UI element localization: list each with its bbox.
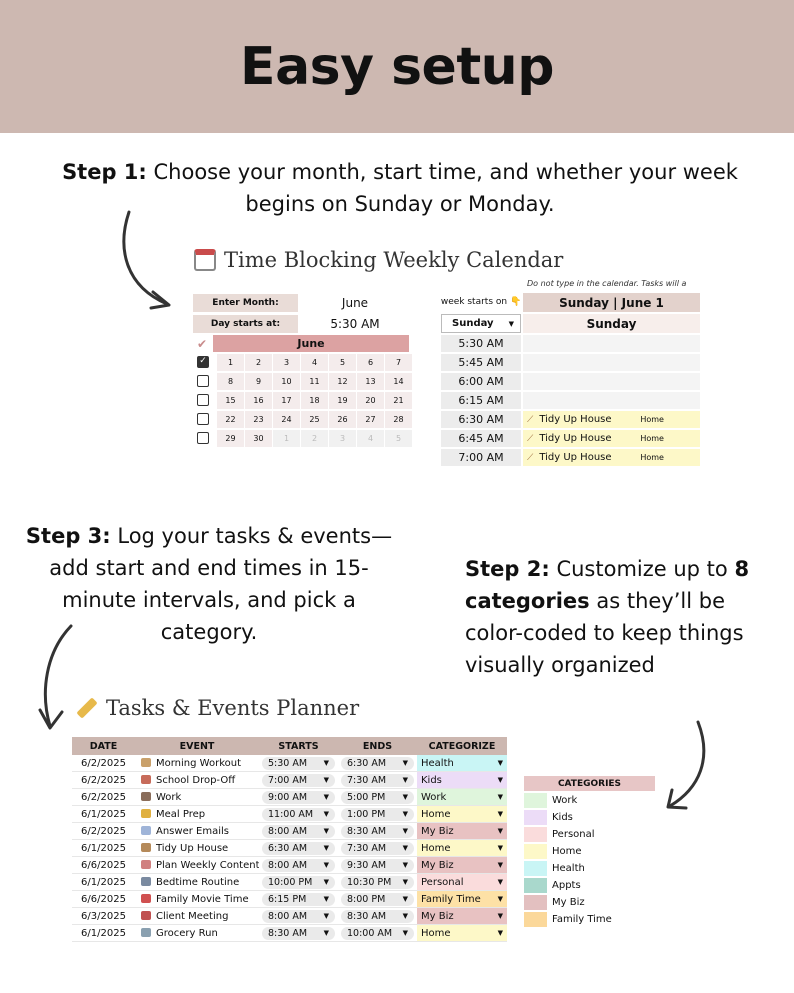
dropdown-arrow-icon: ▼ bbox=[497, 810, 503, 818]
step-2-text bbox=[465, 553, 765, 681]
day-cell: 11 bbox=[301, 373, 329, 390]
enter-month-label: Enter Month: bbox=[193, 294, 298, 312]
mini-calendar-week bbox=[193, 392, 413, 409]
event-name: Meal Prep bbox=[156, 808, 206, 820]
dropdown-arrow-icon: ▼ bbox=[508, 319, 514, 328]
step-3-body: Log your tasks & events—add start and end times in 15-minute intervals, and pick a category. bbox=[49, 524, 393, 644]
category-name[interactable]: Family Time bbox=[552, 914, 612, 925]
event-category: Home bbox=[640, 434, 664, 443]
week-starts-label: week starts on 👇 bbox=[440, 297, 522, 307]
dropdown-arrow-icon: ▼ bbox=[402, 895, 408, 903]
start-time: 7:00 AM bbox=[268, 774, 308, 786]
day-cell: 4 bbox=[301, 354, 329, 371]
date-cell[interactable]: 6/1/2025 bbox=[81, 876, 126, 888]
calendar-title bbox=[194, 248, 563, 272]
dropdown-arrow-icon: ▼ bbox=[497, 793, 503, 801]
day-cell: 14 bbox=[385, 373, 413, 390]
date-cell[interactable]: 6/1/2025 bbox=[81, 927, 126, 939]
end-time-select[interactable] bbox=[341, 893, 414, 906]
table-row bbox=[72, 789, 507, 806]
event-icon bbox=[141, 928, 151, 937]
table-row bbox=[72, 874, 507, 891]
table-row bbox=[72, 806, 507, 823]
start-time: 10:00 PM bbox=[268, 876, 313, 888]
category-name[interactable]: Home bbox=[552, 846, 582, 857]
mini-calendar-week bbox=[193, 373, 413, 390]
category-swatch[interactable] bbox=[524, 895, 547, 910]
day-cell: 1 bbox=[273, 430, 301, 447]
category-value: Home bbox=[421, 842, 451, 854]
start-time: 8:00 AM bbox=[268, 825, 308, 837]
category-item bbox=[524, 809, 655, 826]
day-cell: 19 bbox=[329, 392, 357, 409]
calendar-note: Do not type in the calendar. Tasks will a bbox=[527, 279, 687, 288]
event-cell[interactable] bbox=[135, 860, 259, 871]
day-cell: 13 bbox=[357, 373, 385, 390]
dropdown-arrow-icon: ▼ bbox=[402, 827, 408, 835]
category-value: My Biz bbox=[421, 910, 454, 922]
dropdown-arrow-icon: ▼ bbox=[497, 844, 503, 852]
category-item bbox=[524, 911, 655, 928]
time-slot: 7:00 AM bbox=[441, 449, 521, 467]
end-time-select[interactable] bbox=[341, 876, 414, 889]
event-cell-empty bbox=[523, 373, 700, 391]
header-ends: ENDS bbox=[362, 740, 393, 752]
start-time-select[interactable] bbox=[262, 876, 335, 889]
pencil-icon bbox=[76, 697, 97, 718]
event-cell-empty bbox=[523, 392, 700, 410]
dropdown-arrow-icon: ▼ bbox=[497, 895, 503, 903]
broom-icon: ⟋ bbox=[527, 452, 534, 463]
dropdown-arrow-icon: ▼ bbox=[323, 810, 329, 818]
day-cell: 2 bbox=[245, 354, 273, 371]
event-icon bbox=[141, 792, 151, 801]
dropdown-arrow-icon: ▼ bbox=[402, 759, 408, 767]
category-value: Kids bbox=[421, 774, 442, 786]
date-cell[interactable]: 6/2/2025 bbox=[81, 757, 126, 769]
category-value: Health bbox=[421, 757, 454, 769]
day-cell: 15 bbox=[217, 392, 245, 409]
event-cell-empty bbox=[523, 335, 700, 353]
table-row bbox=[72, 857, 507, 874]
day-cell: 7 bbox=[385, 354, 413, 371]
day-cell: 24 bbox=[273, 411, 301, 428]
dropdown-arrow-icon: ▼ bbox=[402, 861, 408, 869]
dropdown-arrow-icon: ▼ bbox=[323, 929, 329, 937]
week-checkbox[interactable] bbox=[197, 432, 209, 444]
event-name: Client Meeting bbox=[156, 910, 229, 922]
dropdown-arrow-icon: ▼ bbox=[402, 844, 408, 852]
dropdown-arrow-icon: ▼ bbox=[497, 861, 503, 869]
header-date: DATE bbox=[89, 740, 118, 752]
day-starts-label: Day starts at: bbox=[193, 315, 298, 333]
day-cell: 16 bbox=[245, 392, 273, 409]
event-icon bbox=[141, 843, 151, 852]
category-value: My Biz bbox=[421, 859, 454, 871]
page-title: Easy setup bbox=[240, 36, 554, 97]
category-name[interactable]: Work bbox=[552, 795, 578, 806]
end-time: 1:00 PM bbox=[347, 808, 386, 820]
broom-icon: ⟋ bbox=[527, 414, 534, 425]
dropdown-arrow-icon: ▼ bbox=[497, 776, 503, 784]
day-cell: 5 bbox=[385, 430, 413, 447]
day-name: Sunday bbox=[523, 314, 700, 333]
week-checkbox[interactable] bbox=[197, 375, 209, 387]
event-cell[interactable] bbox=[135, 911, 259, 922]
time-slot: 5:45 AM bbox=[441, 354, 521, 372]
planner-title bbox=[76, 696, 359, 720]
event-name: Answer Emails bbox=[156, 825, 229, 837]
start-time-select[interactable] bbox=[262, 910, 335, 923]
end-time-select[interactable] bbox=[341, 842, 414, 855]
event-cell[interactable] bbox=[135, 894, 259, 905]
table-row bbox=[72, 823, 507, 840]
category-value: Personal bbox=[421, 876, 464, 888]
time-slot: 6:45 AM bbox=[441, 430, 521, 448]
category-swatch[interactable] bbox=[524, 844, 547, 859]
category-name[interactable]: Kids bbox=[552, 812, 573, 823]
event-cell bbox=[523, 449, 700, 467]
start-time: 8:30 AM bbox=[268, 927, 308, 939]
event-cell[interactable] bbox=[135, 826, 259, 837]
step-2-label: Step 2: bbox=[465, 557, 550, 581]
step-1-label: Step 1: bbox=[62, 160, 147, 184]
category-value: Home bbox=[421, 808, 451, 820]
event-icon bbox=[141, 809, 151, 818]
day-cell: 10 bbox=[273, 373, 301, 390]
event-task: Tidy Up House bbox=[539, 433, 612, 444]
start-time: 11:00 AM bbox=[268, 808, 314, 820]
time-slot: 6:15 AM bbox=[441, 392, 521, 410]
category-value: Family Time bbox=[421, 893, 481, 905]
category-item bbox=[524, 860, 655, 877]
category-select[interactable] bbox=[417, 908, 507, 924]
event-icon bbox=[141, 860, 151, 869]
end-time-select[interactable] bbox=[341, 859, 414, 872]
step-2-bold: 8 categories bbox=[465, 557, 750, 613]
planner-table bbox=[72, 737, 507, 942]
category-select[interactable] bbox=[417, 823, 507, 839]
end-time: 10:00 AM bbox=[347, 927, 393, 939]
category-value: My Biz bbox=[421, 825, 454, 837]
start-time: 8:00 AM bbox=[268, 859, 308, 871]
event-task: Tidy Up House bbox=[539, 452, 612, 463]
date-cell[interactable]: 6/3/2025 bbox=[81, 910, 126, 922]
start-time-select[interactable] bbox=[262, 791, 335, 804]
week-checkbox[interactable] bbox=[197, 394, 209, 406]
week-start-select[interactable] bbox=[441, 314, 521, 333]
category-swatch[interactable] bbox=[524, 793, 547, 808]
day-cell: 18 bbox=[301, 392, 329, 409]
category-name[interactable]: My Biz bbox=[552, 897, 585, 908]
week-checkbox[interactable] bbox=[197, 413, 209, 425]
event-cell[interactable] bbox=[135, 809, 259, 820]
day-cell: 8 bbox=[217, 373, 245, 390]
start-time: 8:00 AM bbox=[268, 910, 308, 922]
dropdown-arrow-icon: ▼ bbox=[323, 759, 329, 767]
event-cell[interactable] bbox=[135, 877, 259, 888]
start-time-select[interactable] bbox=[262, 825, 335, 838]
start-time-select[interactable] bbox=[262, 842, 335, 855]
arrow-step2-icon bbox=[660, 718, 715, 813]
dropdown-arrow-icon: ▼ bbox=[323, 827, 329, 835]
dropdown-arrow-icon: ▼ bbox=[497, 827, 503, 835]
end-time-select[interactable] bbox=[341, 910, 414, 923]
checkmark-icon: ✔ bbox=[197, 337, 208, 351]
event-icon bbox=[141, 877, 151, 886]
dropdown-arrow-icon: ▼ bbox=[402, 776, 408, 784]
dropdown-arrow-icon: ▼ bbox=[497, 759, 503, 767]
dropdown-arrow-icon: ▼ bbox=[323, 861, 329, 869]
event-name: Family Movie Time bbox=[156, 893, 249, 905]
end-time-select[interactable] bbox=[341, 825, 414, 838]
dropdown-arrow-icon: ▼ bbox=[497, 929, 503, 937]
mini-calendar-month: June bbox=[213, 335, 409, 352]
date-cell[interactable]: 6/2/2025 bbox=[81, 825, 126, 837]
dropdown-arrow-icon: ▼ bbox=[497, 912, 503, 920]
category-item bbox=[524, 843, 655, 860]
event-cell[interactable] bbox=[135, 792, 259, 803]
day-cell: 3 bbox=[273, 354, 301, 371]
end-time: 10:30 PM bbox=[347, 876, 392, 888]
event-cell bbox=[523, 430, 700, 448]
start-time-select[interactable] bbox=[262, 808, 335, 821]
start-time-select[interactable] bbox=[262, 859, 335, 872]
dropdown-arrow-icon: ▼ bbox=[497, 878, 503, 886]
day-cell: 27 bbox=[357, 411, 385, 428]
table-row bbox=[72, 908, 507, 925]
end-time: 8:30 AM bbox=[347, 910, 387, 922]
category-item bbox=[524, 877, 655, 894]
category-select[interactable] bbox=[417, 891, 507, 907]
event-cell[interactable] bbox=[135, 843, 259, 854]
event-name: School Drop-Off bbox=[156, 774, 236, 786]
end-time: 9:30 AM bbox=[347, 859, 387, 871]
event-cell[interactable] bbox=[135, 758, 259, 769]
end-time: 7:30 AM bbox=[347, 842, 387, 854]
day-cell: 17 bbox=[273, 392, 301, 409]
day-cell: 2 bbox=[301, 430, 329, 447]
category-name[interactable]: Appts bbox=[552, 880, 581, 891]
end-time-select[interactable] bbox=[341, 927, 414, 940]
event-cell[interactable] bbox=[135, 775, 259, 786]
date-cell[interactable]: 6/2/2025 bbox=[81, 791, 126, 803]
dropdown-arrow-icon: ▼ bbox=[323, 793, 329, 801]
table-row bbox=[72, 772, 507, 789]
category-select[interactable] bbox=[417, 755, 507, 771]
table-header bbox=[72, 737, 507, 755]
day-cell: 12 bbox=[329, 373, 357, 390]
category-swatch[interactable] bbox=[524, 912, 547, 927]
event-name: Plan Weekly Content bbox=[156, 859, 259, 871]
arrow-step1-icon bbox=[115, 208, 180, 313]
day-cell: 3 bbox=[329, 430, 357, 447]
arrow-step3-icon bbox=[36, 622, 81, 732]
event-name: Morning Workout bbox=[156, 757, 242, 769]
day-cell: 4 bbox=[357, 430, 385, 447]
day-cell: 6 bbox=[357, 354, 385, 371]
end-time: 7:30 AM bbox=[347, 774, 387, 786]
category-item bbox=[524, 826, 655, 843]
planner-title-text: Tasks & Events Planner bbox=[106, 696, 360, 720]
start-time-select[interactable] bbox=[262, 774, 335, 787]
mini-calendar-week bbox=[193, 430, 413, 447]
day-cell: 23 bbox=[245, 411, 273, 428]
start-time-select[interactable] bbox=[262, 757, 335, 770]
event-name: Tidy Up House bbox=[156, 842, 229, 854]
category-select[interactable] bbox=[417, 806, 507, 822]
event-name: Grocery Run bbox=[156, 927, 218, 939]
category-name[interactable]: Health bbox=[552, 863, 585, 874]
day-cell: 5 bbox=[329, 354, 357, 371]
event-category: Home bbox=[640, 415, 664, 424]
category-swatch[interactable] bbox=[524, 827, 547, 842]
event-category: Home bbox=[640, 453, 664, 462]
step-1-body: Choose your month, start time, and whether your week begins on Sunday or Monday. bbox=[153, 160, 738, 216]
start-time: 5:30 AM bbox=[268, 757, 308, 769]
step-2-pre: Customize up to bbox=[556, 557, 728, 581]
end-time: 5:00 PM bbox=[347, 791, 386, 803]
event-name: Bedtime Routine bbox=[156, 876, 240, 888]
broom-icon: ⟋ bbox=[527, 433, 534, 444]
event-icon bbox=[141, 775, 151, 784]
category-item bbox=[524, 894, 655, 911]
calendar-icon bbox=[194, 249, 216, 271]
end-time-select[interactable] bbox=[341, 774, 414, 787]
time-slot: 5:30 AM bbox=[441, 335, 521, 353]
categories-legend bbox=[524, 776, 655, 928]
header-event: EVENT bbox=[179, 740, 215, 752]
categories-title: CATEGORIES bbox=[524, 776, 655, 791]
dropdown-arrow-icon: ▼ bbox=[402, 929, 408, 937]
mini-calendar-week bbox=[193, 354, 413, 371]
time-slot: 6:00 AM bbox=[441, 373, 521, 391]
category-select[interactable] bbox=[417, 857, 507, 873]
event-name: Work bbox=[156, 791, 182, 803]
dropdown-arrow-icon: ▼ bbox=[323, 776, 329, 784]
end-time: 6:30 AM bbox=[347, 757, 387, 769]
day-cell: 26 bbox=[329, 411, 357, 428]
category-name[interactable]: Personal bbox=[552, 829, 595, 840]
day-cell: 28 bbox=[385, 411, 413, 428]
event-cell[interactable] bbox=[135, 928, 259, 939]
category-item bbox=[524, 792, 655, 809]
event-cell-empty bbox=[523, 354, 700, 372]
table-row bbox=[72, 891, 507, 908]
header-categorize: CATEGORIZE bbox=[428, 740, 496, 752]
dropdown-arrow-icon: ▼ bbox=[323, 844, 329, 852]
date-cell[interactable]: 6/2/2025 bbox=[81, 774, 126, 786]
calendar-title-text: Time Blocking Weekly Calendar bbox=[224, 248, 564, 272]
step-3-label: Step 3: bbox=[25, 524, 111, 548]
start-time-select[interactable] bbox=[262, 893, 335, 906]
event-icon bbox=[141, 911, 151, 920]
week-start-value: Sunday bbox=[452, 318, 494, 329]
event-icon bbox=[141, 758, 151, 767]
mini-calendar-week bbox=[193, 411, 413, 428]
day-cell: 30 bbox=[245, 430, 273, 447]
category-value: Home bbox=[421, 927, 451, 939]
end-time-select[interactable] bbox=[341, 808, 414, 821]
day-cell: 29 bbox=[217, 430, 245, 447]
day-header: Sunday | June 1 bbox=[523, 293, 700, 312]
header-banner bbox=[0, 0, 794, 133]
day-cell: 20 bbox=[357, 392, 385, 409]
start-time: 9:00 AM bbox=[268, 791, 308, 803]
dropdown-arrow-icon: ▼ bbox=[323, 895, 329, 903]
day-cell: 9 bbox=[245, 373, 273, 390]
day-cell: 22 bbox=[217, 411, 245, 428]
end-time-select[interactable] bbox=[341, 791, 414, 804]
event-cell bbox=[523, 411, 700, 429]
date-cell[interactable]: 6/1/2025 bbox=[81, 808, 126, 820]
category-select[interactable] bbox=[417, 925, 507, 941]
dropdown-arrow-icon: ▼ bbox=[402, 793, 408, 801]
header-starts: STARTS bbox=[278, 740, 319, 752]
month-input[interactable]: June bbox=[341, 296, 369, 310]
dropdown-arrow-icon: ▼ bbox=[402, 810, 408, 818]
event-icon bbox=[141, 894, 151, 903]
end-time: 8:30 AM bbox=[347, 825, 387, 837]
start-time-select[interactable] bbox=[262, 927, 335, 940]
dropdown-arrow-icon: ▼ bbox=[323, 878, 329, 886]
day-cell: 1 bbox=[217, 354, 245, 371]
step-2-post: as they’ll be color-coded to keep things visually organized bbox=[465, 589, 744, 677]
day-cell: 21 bbox=[385, 392, 413, 409]
category-select[interactable] bbox=[417, 772, 507, 788]
dropdown-arrow-icon: ▼ bbox=[323, 912, 329, 920]
day-cell: 25 bbox=[301, 411, 329, 428]
table-row bbox=[72, 755, 507, 772]
category-value: Work bbox=[421, 791, 447, 803]
dropdown-arrow-icon: ▼ bbox=[402, 878, 408, 886]
table-row bbox=[72, 925, 507, 942]
time-slot: 6:30 AM bbox=[441, 411, 521, 429]
date-cell[interactable]: 6/1/2025 bbox=[81, 842, 126, 854]
table-row bbox=[72, 840, 507, 857]
category-swatch[interactable] bbox=[524, 861, 547, 876]
end-time-select[interactable] bbox=[341, 757, 414, 770]
end-time: 8:00 PM bbox=[347, 893, 386, 905]
date-cell[interactable]: 6/6/2025 bbox=[81, 893, 126, 905]
start-time: 6:15 PM bbox=[268, 893, 307, 905]
event-icon bbox=[141, 826, 151, 835]
category-select[interactable] bbox=[417, 874, 507, 890]
category-select[interactable] bbox=[417, 840, 507, 856]
date-cell[interactable]: 6/6/2025 bbox=[81, 859, 126, 871]
event-task: Tidy Up House bbox=[539, 414, 612, 425]
category-select[interactable] bbox=[417, 789, 507, 805]
start-time-input[interactable]: 5:30 AM bbox=[330, 317, 380, 331]
dropdown-arrow-icon: ▼ bbox=[402, 912, 408, 920]
category-swatch[interactable] bbox=[524, 810, 547, 825]
week-checkbox[interactable]: ✓ bbox=[197, 356, 209, 368]
category-swatch[interactable] bbox=[524, 878, 547, 893]
start-time: 6:30 AM bbox=[268, 842, 308, 854]
